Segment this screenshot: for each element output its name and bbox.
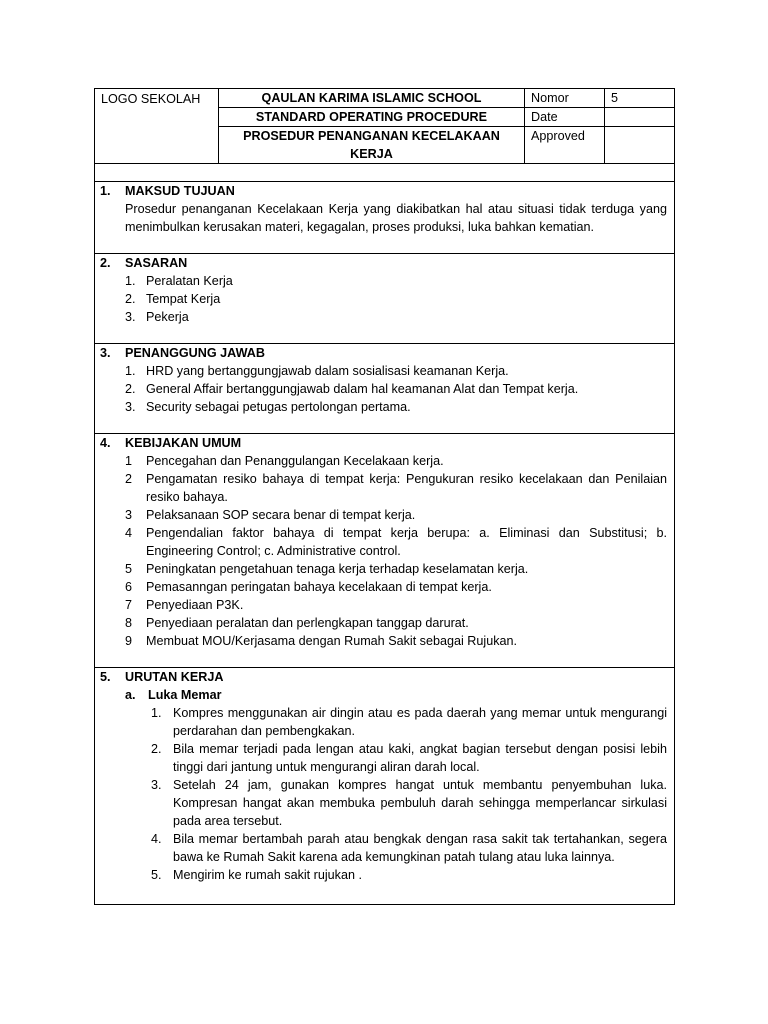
item-text: Setelah 24 jam, gunakan kompres hangat untuk membantu penyembuhan luka. Kompresan hangat akan membuka pembuluh darah sehingga memperlancar sirkulasi pada area tersebut.	[173, 778, 667, 828]
list-item	[99, 272, 667, 290]
section-heading	[99, 668, 667, 686]
item-text: Mengirim ke rumah sakit rujukan .	[173, 868, 362, 882]
item-number	[148, 830, 173, 866]
approved-label: Approved	[525, 127, 605, 163]
item-number-text: 4.	[151, 832, 162, 846]
section-title: KEBIJAKAN UMUM	[125, 436, 242, 450]
section-urutan-kerja	[95, 668, 674, 904]
item-number: 2.	[125, 382, 136, 396]
item-number	[148, 776, 173, 830]
doc-title: PROSEDUR PENANGANAN KECELAKAAN KERJA	[219, 127, 525, 163]
list-item	[99, 830, 667, 866]
logo-placeholder: LOGO SEKOLAH	[95, 89, 219, 163]
item-number: 2	[125, 472, 133, 486]
list-item	[99, 578, 667, 596]
section-number: 2.	[100, 256, 111, 270]
item-number: 4	[125, 526, 133, 540]
item-number: 3	[125, 508, 133, 522]
list-item	[99, 290, 667, 308]
item-number: 1.	[125, 274, 136, 288]
item-number: 2.	[125, 292, 136, 306]
date-label: Date	[525, 108, 605, 127]
list-item	[99, 506, 667, 524]
item-text: Peralatan Kerja	[146, 274, 233, 288]
section-heading	[99, 344, 667, 362]
item-text: Pelaksanaan SOP secara benar di tempat kerja.	[146, 508, 416, 522]
list-item	[99, 524, 667, 560]
section-number: 3.	[100, 346, 111, 360]
item-text: Pencegahan dan Penanggulangan Kecelakaan kerja.	[146, 454, 444, 468]
item-text: Tempat Kerja	[146, 292, 221, 306]
item-text: Membuat MOU/Kerjasama dengan Rumah Sakit sebagai Rujukan.	[146, 634, 518, 648]
item-number: 9	[125, 634, 133, 648]
doc-type: STANDARD OPERATING PROCEDURE	[219, 108, 525, 127]
item-number: 1	[125, 454, 133, 468]
list-item	[99, 560, 667, 578]
item-number: 3.	[125, 310, 136, 324]
section-title: PENANGGUNG JAWAB	[125, 346, 265, 360]
section-title: MAKSUD TUJUAN	[125, 184, 235, 198]
subsection-letter: a.	[125, 688, 136, 702]
list-item	[99, 632, 667, 650]
list-item	[99, 398, 667, 416]
item-number: 1.	[125, 364, 136, 378]
item-text: Penyediaan peralatan dan perlengkapan tanggap darurat.	[146, 616, 469, 630]
subsection-heading	[99, 686, 667, 704]
list-item	[99, 380, 667, 398]
approved-value	[605, 127, 674, 163]
section-heading	[99, 182, 667, 200]
item-text: Pekerja	[146, 310, 189, 324]
item-number-text: 5.	[151, 868, 162, 882]
item-number: 8	[125, 616, 133, 630]
item-text: HRD yang bertanggungjawab dalam sosialisasi keamanan Kerja.	[146, 364, 509, 378]
item-number: 6	[125, 580, 133, 594]
school-name: QAULAN KARIMA ISLAMIC SCHOOL	[219, 89, 525, 108]
item-text: Penyediaan P3K.	[146, 598, 244, 612]
list-item	[99, 308, 667, 326]
section-maksud-tujuan	[95, 182, 674, 254]
item-text: Kompres menggunakan air dingin atau es pada daerah yang memar untuk mengurangi perdarahan dan pembengkakan.	[173, 706, 667, 738]
list-item	[99, 704, 667, 740]
list-item	[99, 470, 667, 506]
list-item	[99, 452, 667, 470]
item-text: Peningkatan pengetahuan tenaga kerja terhadap keselamatan kerja.	[146, 562, 529, 576]
list-item	[99, 362, 667, 380]
item-text: Security sebagai petugas pertolongan pertama.	[146, 400, 411, 414]
section-number: 1.	[100, 184, 111, 198]
item-text: Pengendalian faktor bahaya di tempat kerja berupa: a. Eliminasi dan Substitusi; b. Engineering Control; c. Administrative control.	[146, 526, 667, 558]
item-number: 7	[125, 598, 133, 612]
header-table	[95, 89, 674, 164]
section-title: URUTAN KERJA	[125, 670, 224, 684]
section-text: Prosedur penanganan Kecelakaan Kerja yang diakibatkan hal atau situasi tidak terduga yang menimbulkan kerusakan materi, kegagalan, proses produksi, luka bahkan kematian.	[125, 202, 667, 234]
item-number-text: 3.	[151, 778, 162, 792]
nomor-value: 5	[605, 89, 674, 108]
section-number: 4.	[100, 436, 111, 450]
item-number-text: 1.	[151, 706, 162, 720]
item-number	[148, 866, 173, 884]
list-item	[99, 866, 667, 884]
section-penanggung-jawab	[95, 344, 674, 434]
sop-document	[94, 88, 675, 905]
item-text: Pengamatan resiko bahaya di tempat kerja: Pengukuran resiko kecelakaan dan Penilaian resiko bahaya.	[146, 472, 667, 504]
item-text: Pemasanngan peringatan bahaya kecelakaan di tempat kerja.	[146, 580, 492, 594]
section-sasaran	[95, 254, 674, 344]
section-number: 5.	[100, 670, 111, 684]
section-title: SASARAN	[125, 256, 188, 270]
list-item	[99, 596, 667, 614]
item-number-text: 2.	[151, 742, 162, 756]
section-kebijakan-umum	[95, 434, 674, 668]
section-heading	[99, 254, 667, 272]
item-number: 3.	[125, 400, 136, 414]
item-text: General Affair bertanggungjawab dalam hal keamanan Alat dan Tempat kerja.	[146, 382, 579, 396]
subsection-title: Luka Memar	[148, 688, 222, 702]
item-number: 5	[125, 562, 133, 576]
list-item	[99, 740, 667, 776]
list-item	[99, 614, 667, 632]
item-text: Bila memar terjadi pada lengan atau kaki, angkat bagian tersebut dengan posisi lebih tinggi dari jantung untuk mengurangi aliran darah local.	[173, 742, 667, 774]
item-text: Bila memar bertambah parah atau bengkak dengan rasa sakit tak tertahankan, segera bawa ke Rumah Sakit karena ada kemungkinan patah tulang atau luka lainnya.	[173, 832, 667, 864]
section-heading	[99, 434, 667, 452]
spacer-row	[95, 164, 674, 182]
nomor-label: Nomor	[525, 89, 605, 108]
item-number	[148, 740, 173, 776]
date-value	[605, 108, 674, 127]
list-item	[99, 776, 667, 830]
item-number	[148, 704, 173, 740]
